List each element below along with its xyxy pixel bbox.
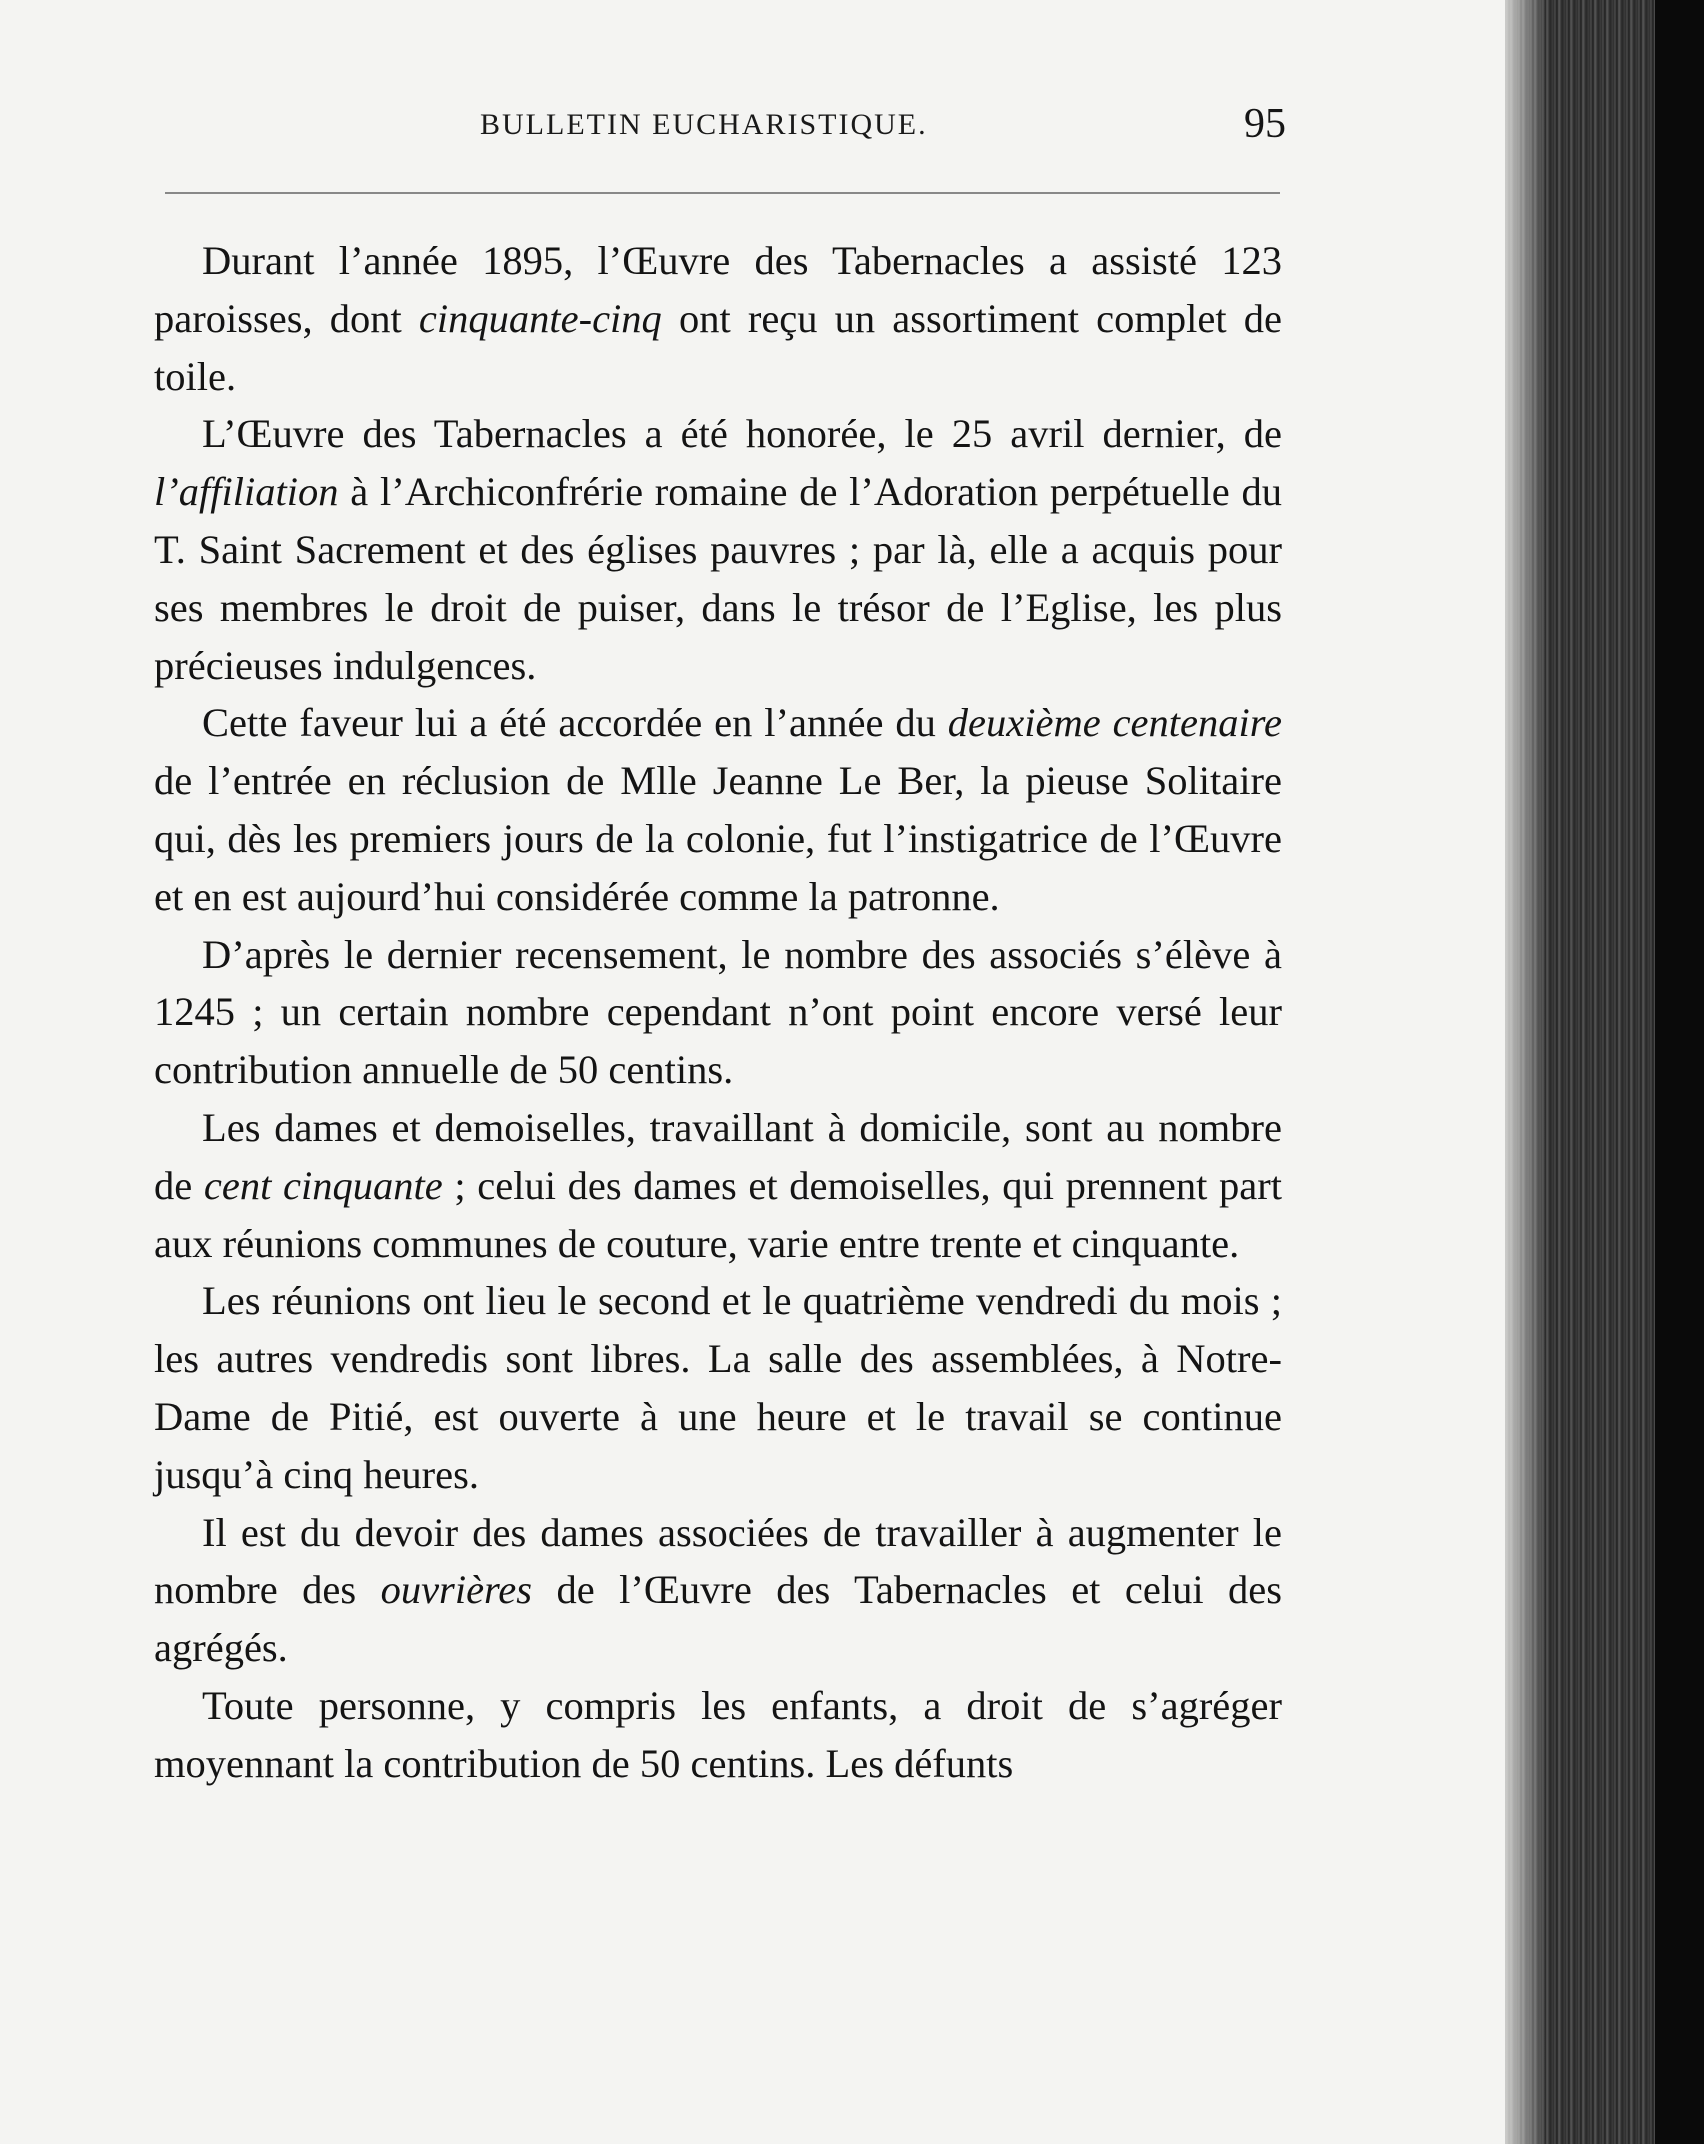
header-rule — [165, 192, 1280, 194]
text-run: Il est du devoir des dames associées de travailler à augmenter le nombre des — [154, 1509, 1282, 1613]
page-edges — [1505, 0, 1655, 2144]
paragraph — [154, 1099, 1282, 1272]
text-run: L’Œuvre des Tabernacles a été honorée, le 25 avril dernier, de — [202, 411, 1282, 457]
text-run: Les dames et demoiselles, travaillant à domicile, sont au nombre de — [154, 1104, 1282, 1208]
italic-text: ouvrières — [380, 1567, 533, 1613]
italic-text: l’affiliation — [154, 469, 339, 515]
italic-text: cinquante-cinq — [418, 295, 662, 341]
text-run: de l’Œuvre des Tabernacles et celui des agrégés. — [154, 1567, 1283, 1671]
paragraph — [154, 1272, 1282, 1503]
paragraph — [154, 694, 1282, 925]
italic-text: deuxième centenaire — [947, 700, 1282, 746]
text-run: D’après le dernier recensement, le nombre des associés s’élève à 1245 ; un certain nombre cependant n’ont point encore versé leur contribution annuelle de 50 centins. — [154, 931, 1282, 1093]
text-run: de l’entrée en réclusion de Mlle Jeanne Le Ber, la pieuse Solitaire qui, dès les premiers jours de la colonie, fut l’instigatrice de l’Œuvre et en est aujourd’hui considérée comme la patronne. — [154, 758, 1282, 919]
italic-text: cent cinquante — [203, 1162, 443, 1208]
text-run: ont reçu un assortiment complet de toile. — [154, 295, 1282, 399]
page-header — [160, 100, 1286, 160]
body-text — [154, 232, 1282, 1793]
book-cover-edge — [1655, 0, 1704, 2144]
text-run: ; celui des dames et demoiselles, qui prennent part aux réunions communes de couture, varie entre trente et cinquante. — [154, 1162, 1282, 1266]
paragraph — [154, 926, 1282, 1099]
text-run: Toute personne, y compris les enfants, a droit de s’agréger moyennant la contribution de 50 centins. Les défunts — [154, 1682, 1282, 1786]
running-title: BULLETIN EUCHARISTIQUE. — [480, 108, 928, 141]
paragraph — [154, 232, 1282, 405]
text-run: Durant l’année 1895, l’Œuvre des Tabernacles a assisté 123 paroisses, dont — [154, 238, 1282, 341]
text-run: à l’Archiconfrérie romaine de l’Adoration perpétuelle du T. Saint Sacrement et des églises pauvres ; par là, elle a acquis pour ses membres le droit de puiser, dans le trésor de l’Eglise, les plus précieuses indulgences. — [154, 469, 1282, 688]
text-run: Les réunions ont lieu le second et le quatrième vendredi du mois ; les autres vendredis sont libres. La salle des assemblées, à Notre-Dame de Pitié, est ouverte à une heure et le travail se continue jusqu’à cinq heures. — [154, 1278, 1282, 1497]
paragraph — [154, 1504, 1282, 1677]
page-number: 95 — [1244, 101, 1286, 147]
page-edge-shade — [1505, 0, 1545, 2144]
paragraph — [154, 405, 1282, 694]
paragraph — [154, 1677, 1282, 1793]
text-run: Cette faveur lui a été accordée en l’année du — [202, 700, 948, 746]
